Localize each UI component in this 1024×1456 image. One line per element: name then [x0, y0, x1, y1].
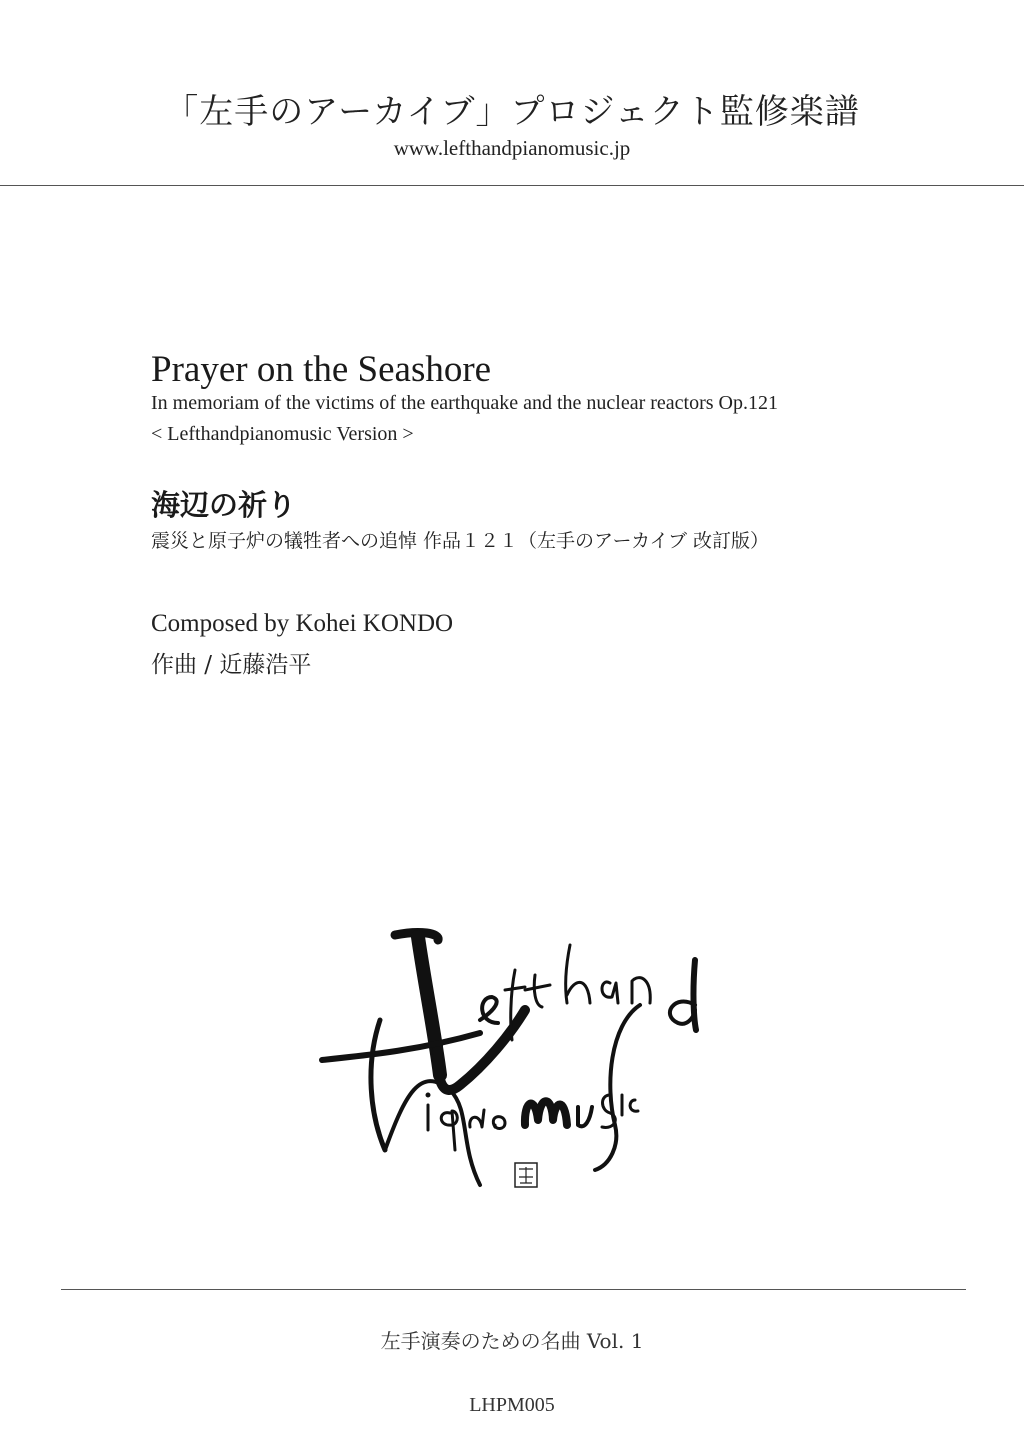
- version-label: < Lefthandpianomusic Version >: [151, 423, 414, 445]
- project-title: 「左手のアーカイブ」プロジェクト監修楽譜: [164, 92, 860, 132]
- composer-japanese: 作曲 / 近藤浩平: [151, 652, 312, 678]
- top-divider: [0, 185, 1024, 186]
- title-english: Prayer on the Seashore: [151, 349, 492, 390]
- bottom-divider: [61, 1289, 966, 1290]
- calligraphy-logo-icon: [310, 915, 710, 1195]
- series-label: 左手演奏のための名曲 Vol. 1: [380, 1329, 644, 1353]
- title-japanese: 海辺の祈り: [151, 488, 297, 522]
- red-seal-stamp-icon: [515, 1163, 537, 1187]
- composer-english: Composed by Kohei KONDO: [151, 610, 454, 637]
- catalog-code: LHPM005: [469, 1394, 555, 1416]
- header: [0, 0, 1024, 186]
- subtitle-english: In memoriam of the victims of the earthquake and the nuclear reactors Op.121: [151, 392, 778, 414]
- subtitle-japanese: 震災と原子炉の犠牲者への追悼 作品１２１（左手のアーカイブ 改訂版）: [151, 530, 769, 552]
- website-url: www.lefthandpianomusic.jp: [393, 136, 631, 160]
